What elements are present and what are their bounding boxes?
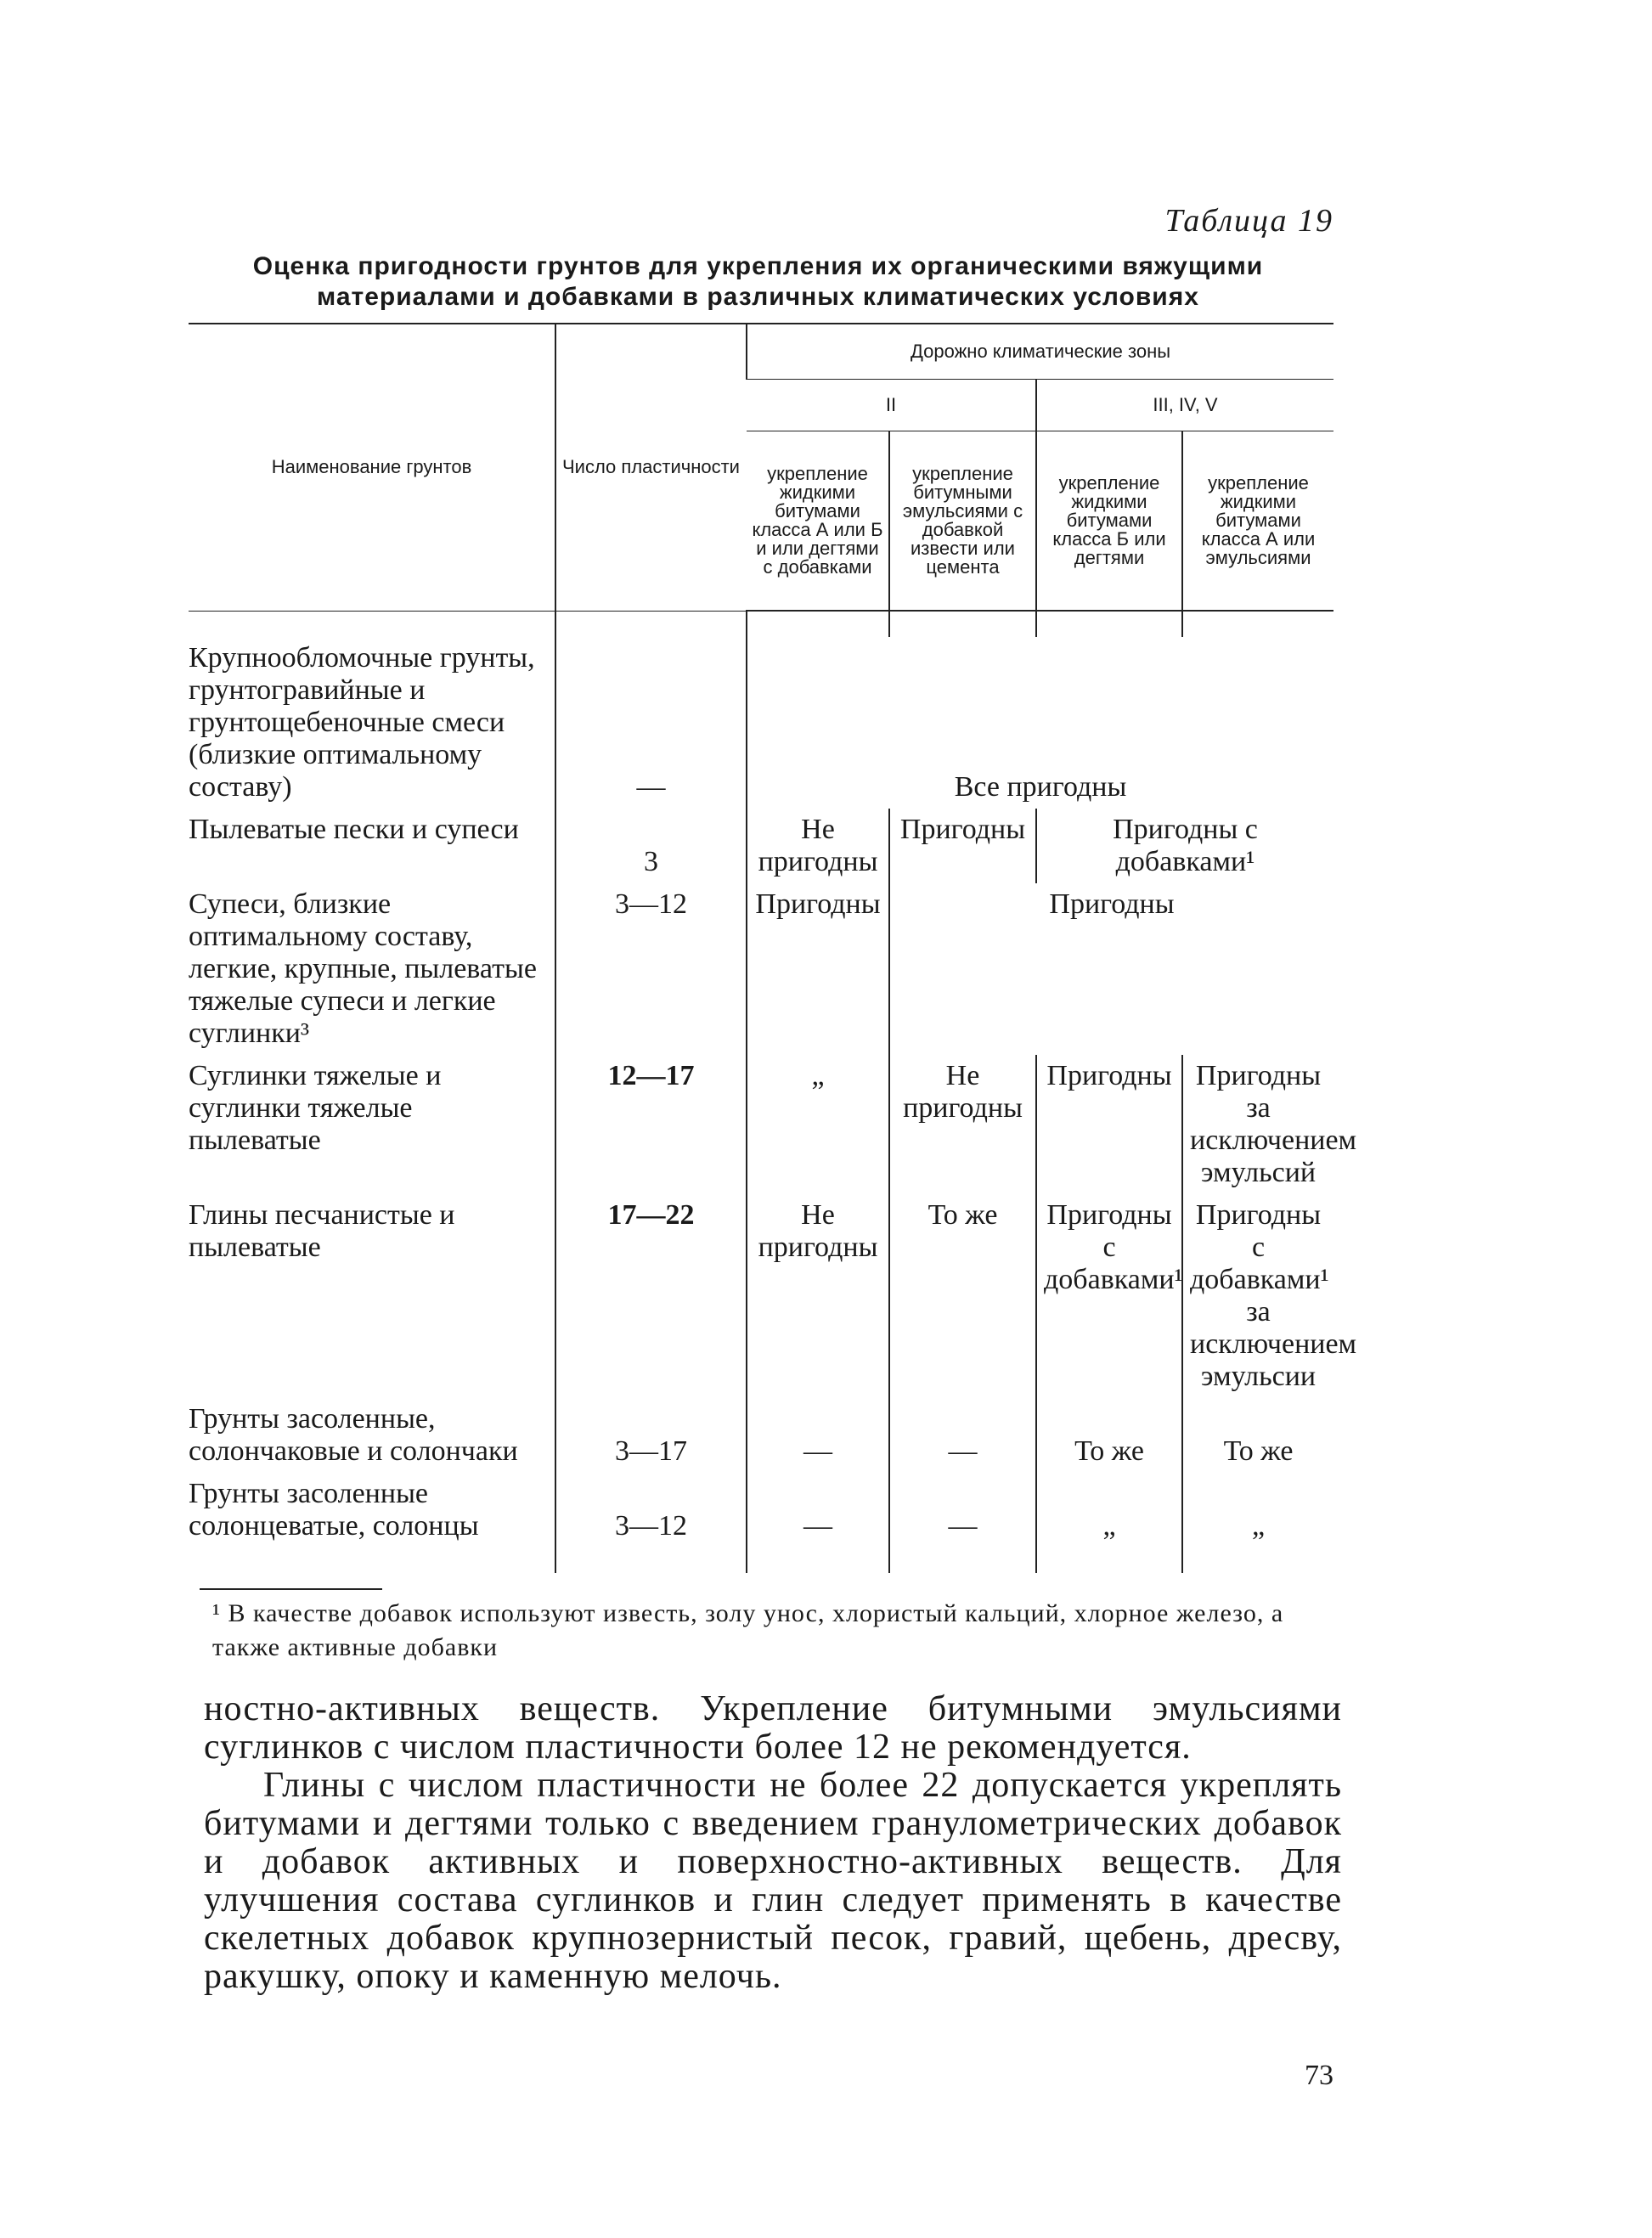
plasticity-cell: 17—22: [555, 1194, 747, 1398]
zone-iii-v-cell: Пригодны с добавками¹: [1036, 809, 1333, 883]
zone-ii-bitumen-cell: „: [747, 1055, 889, 1194]
zone-ii-emulsion-cell: Пригодны: [889, 809, 1036, 883]
header-zone-iii-v: III, IV, V: [1036, 380, 1333, 431]
page-number: 73: [1305, 2060, 1333, 2091]
paragraph: Глины с числом пластичности не более 22 допускается укреплять битумами и дегтями только с введением гранулометрических добавок и добавок активных и поверхностно-активных веществ. Для улучшения состава суглинков и глин следует применять в качестве скелетных добавок крупнозернистый песок, гравий, щебень, дресву, ракушку, опоку и каменную мелочь.: [204, 1766, 1342, 1996]
header-zone-ii: II: [747, 380, 1036, 431]
zone-iii-bitumen-a-cell: Пригодны за исключением эмульсий: [1182, 1055, 1333, 1194]
zone-ii-emulsion-cell: То же: [889, 1194, 1036, 1398]
plasticity-cell: 3: [555, 809, 747, 883]
zone-ii-bitumen-cell: Не пригодны: [747, 809, 889, 883]
plasticity-cell: 3—12: [555, 883, 747, 1055]
zone-ii-emulsion-cell: —: [889, 1473, 1036, 1547]
zone-iii-bitumen-b-cell: Пригодны с добавками¹: [1036, 1194, 1182, 1398]
table-row: [189, 1473, 1333, 1547]
soil-name-cell: Супеси, близкие оптимальному составу, легкие, крупные, пылеватые тяжелые супеси и легкие суглинки³: [189, 888, 537, 1049]
other-zones-cell: Пригодны: [889, 883, 1333, 1055]
header-col-liquid-bitumen-b: укрепление жидкими битумами класса Б или дегтями: [1036, 431, 1182, 612]
table-row: [189, 1055, 1333, 1194]
zone-ii-bitumen-cell: Не пригодны: [747, 1194, 889, 1398]
soil-name-cell: Суглинки тяжелые и суглинки тяжелые пылеватые: [189, 1060, 442, 1156]
zone-iii-bitumen-b-cell: „: [1036, 1473, 1182, 1547]
table-row: [189, 637, 1333, 809]
footnote: ¹ В качестве добавок используют известь, золу унос, хлористый кальций, хлорное железо, а также активные добавки: [212, 1599, 1284, 1661]
plasticity-cell: —: [555, 637, 747, 809]
zone-ii-emulsion-cell: —: [889, 1398, 1036, 1473]
zone-iii-bitumen-b-cell: То же: [1036, 1398, 1182, 1473]
zone-ii-bitumen-cell: —: [747, 1473, 889, 1547]
soil-name-cell: Грунты засоленные солонцеватые, солонцы: [189, 1478, 479, 1542]
table-row: [189, 1398, 1333, 1473]
header-col-liquid-bitumen-a: укрепление жидкими битумами класса А или эмульсиями: [1182, 431, 1333, 612]
header-col-bitumen-emulsions: укрепление битумными эмульсиями с добавкой извести или цемента: [889, 431, 1036, 612]
table-caption: Оценка пригодности грунтов для укрепления их органическими вяжущими материалами и добавками в различных климатических условиях: [252, 252, 1264, 311]
header-soil-name: Наименование грунтов: [189, 324, 555, 611]
zone-ii-bitumen-cell: —: [747, 1398, 889, 1473]
soil-suitability-table: [189, 323, 1357, 1573]
zone-iii-bitumen-a-cell: То же: [1182, 1398, 1333, 1473]
plasticity-cell: 3—12: [555, 1473, 747, 1547]
soil-name-cell: Крупнообломочные грунты, грунтогравийные и грунтощебеночные смеси (близкие оптимальному составу): [189, 642, 535, 803]
zone-iii-bitumen-a-cell: Пригодны с добавками¹ за исключением эмульсии: [1182, 1194, 1333, 1398]
all-suitable-cell: Все пригодны: [747, 637, 1333, 809]
table-row: [189, 809, 1333, 883]
zone-iii-bitumen-a-cell: „: [1182, 1473, 1333, 1547]
plasticity-cell: 12—17: [555, 1055, 747, 1194]
soil-name-cell: Грунты засоленные, солончаковые и солончаки: [189, 1403, 518, 1467]
zone-ii-bitumen-cell: Пригодны: [747, 883, 889, 1055]
zone-ii-emulsion-cell: Не пригодны: [889, 1055, 1036, 1194]
soil-name-cell: Глины песчанистые и пылеватые: [189, 1199, 455, 1263]
footnote-rule: [200, 1588, 382, 1590]
paragraph: ностно-активных веществ. Укрепление битумными эмульсиями суглинков с числом пластичности более 12 не рекомендуется.: [204, 1689, 1342, 1767]
header-plasticity: Число пластичности: [555, 324, 747, 611]
plasticity-cell: 3—17: [555, 1398, 747, 1473]
header-col-liquid-bitumen-a-b: укрепление жидкими битумами класса А или Б и или дегтями с добавками: [747, 431, 889, 612]
table-row: [189, 883, 1333, 1055]
header-zones: Дорожно климатические зоны: [747, 324, 1333, 380]
table-row: [189, 1194, 1333, 1398]
body-text: [204, 1690, 1342, 1996]
table-number: Таблица 19: [1164, 203, 1333, 239]
zone-iii-bitumen-b-cell: Пригодны: [1036, 1055, 1182, 1194]
soil-name-cell: Пылеватые пески и супеси: [189, 814, 519, 845]
